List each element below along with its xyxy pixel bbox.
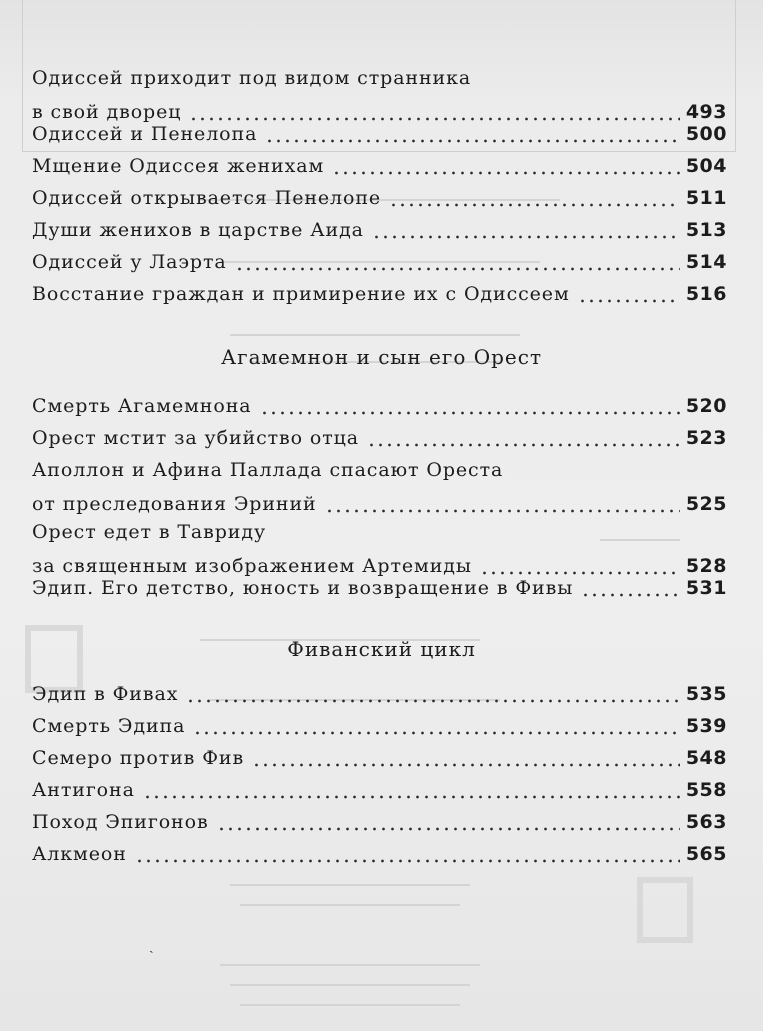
entry-page-number: 516	[685, 283, 727, 305]
entry-page-number: 500	[685, 123, 727, 145]
entry-title: Семеро против Фив	[32, 747, 245, 769]
toc-entry-souls-in-hades[interactable]	[32, 213, 727, 247]
entry-title: Одиссей открывается Пенелопе	[32, 187, 382, 209]
toc-entry-revenge-suitors[interactable]	[32, 149, 727, 183]
entry-page-number: 523	[685, 427, 727, 449]
dot-leader	[581, 593, 680, 597]
dot-leader	[389, 203, 680, 207]
dot-leader	[186, 699, 680, 703]
entry-page-number: 558	[685, 779, 727, 801]
toc-entry-oedipus-thebes[interactable]	[32, 677, 727, 711]
toc-entry-reveals-to-penelope[interactable]	[32, 181, 727, 215]
toc-entry-apollo-athena-save[interactable]	[32, 453, 727, 521]
section-heading-theban-cycle: Фиванский цикл	[287, 637, 476, 661]
entry-page-number: 513	[685, 219, 727, 241]
entry-page-number: 511	[685, 187, 727, 209]
entry-title: Смерть Эдипа	[32, 715, 186, 737]
entry-page-number: 525	[685, 493, 727, 515]
toc-entry-death-oedipus[interactable]	[32, 709, 727, 743]
dot-leader	[372, 235, 680, 239]
entry-page-number: 535	[685, 683, 727, 705]
entry-title-line-1: Орест едет в Тавриду	[32, 521, 267, 543]
toc-entry-orestes-avenges[interactable]	[32, 421, 727, 455]
toc-entry-odysseus-penelope[interactable]	[32, 117, 727, 151]
dot-leader	[332, 171, 680, 175]
entry-title: Души женихов в царстве Аида	[32, 219, 364, 241]
entry-title: Одиссей и Пенелопа	[32, 123, 258, 145]
entry-title: Восстание граждан и примирение их с Одиссеем	[32, 283, 570, 305]
dot-leader	[260, 411, 680, 415]
section-heading-agamemnon: Агамемнон и сын его Орест	[220, 345, 543, 369]
dot-leader	[578, 299, 680, 303]
toc-entry-odysseus-laertes[interactable]	[32, 245, 727, 279]
entry-title: Орест мстит за убийство отца	[32, 427, 360, 449]
entry-title: Алкмеон	[32, 843, 127, 865]
entry-page-number: 548	[685, 747, 727, 769]
dot-leader	[135, 859, 680, 863]
toc-entry-seven-against-thebes[interactable]	[32, 741, 727, 775]
dot-leader	[217, 827, 680, 831]
entry-page-number: 539	[685, 715, 727, 737]
toc-entry-death-agamemnon[interactable]	[32, 389, 727, 423]
dot-leader	[367, 443, 680, 447]
entry-title: Эдип. Его детство, юность и возвращение в Фивы	[32, 577, 574, 599]
dot-leader	[325, 509, 680, 513]
toc-entry-uprising-reconciliation[interactable]	[32, 277, 727, 311]
dot-leader	[252, 763, 680, 767]
entry-title-line-1: Одиссей приходит под видом странника	[32, 67, 472, 89]
entry-title: Поход Эпигонов	[32, 811, 209, 833]
entry-page-number: 504	[685, 155, 727, 177]
entry-page-number: 563	[685, 811, 727, 833]
entry-title: Эдип в Фивах	[32, 683, 179, 705]
entry-title-line-2: в свой дворец	[32, 101, 182, 123]
toc-entry-oedipus-childhood[interactable]	[32, 571, 727, 605]
entry-title: Мщение Одиссея женихам	[32, 155, 325, 177]
dot-leader	[265, 139, 680, 143]
entry-page-number: 520	[685, 395, 727, 417]
entry-page-number: 565	[685, 843, 727, 865]
toc-entry-alcmaeon[interactable]	[32, 837, 727, 871]
entry-title-line-2: за священным изображением Артемиды	[32, 555, 472, 577]
stray-ink-mark: ˎ	[149, 938, 154, 954]
dot-leader	[235, 267, 680, 271]
entry-title: Одиссей у Лаэрта	[32, 251, 227, 273]
entry-page-number: 514	[685, 251, 727, 273]
entry-page-number: 493	[685, 101, 727, 123]
entry-title: Смерть Агамемнона	[32, 395, 252, 417]
entry-title: Антигона	[32, 779, 135, 801]
toc-entry-epigoni[interactable]	[32, 805, 727, 839]
entry-title-line-1: Аполлон и Афина Паллада спасают Ореста	[32, 459, 504, 481]
dot-leader	[193, 731, 680, 735]
entry-title-line-2: от преследования Эриний	[32, 493, 317, 515]
entry-page-number: 531	[685, 577, 727, 599]
dot-leader	[143, 795, 680, 799]
entry-page-number: 528	[685, 555, 727, 577]
toc-entry-antigone[interactable]	[32, 773, 727, 807]
